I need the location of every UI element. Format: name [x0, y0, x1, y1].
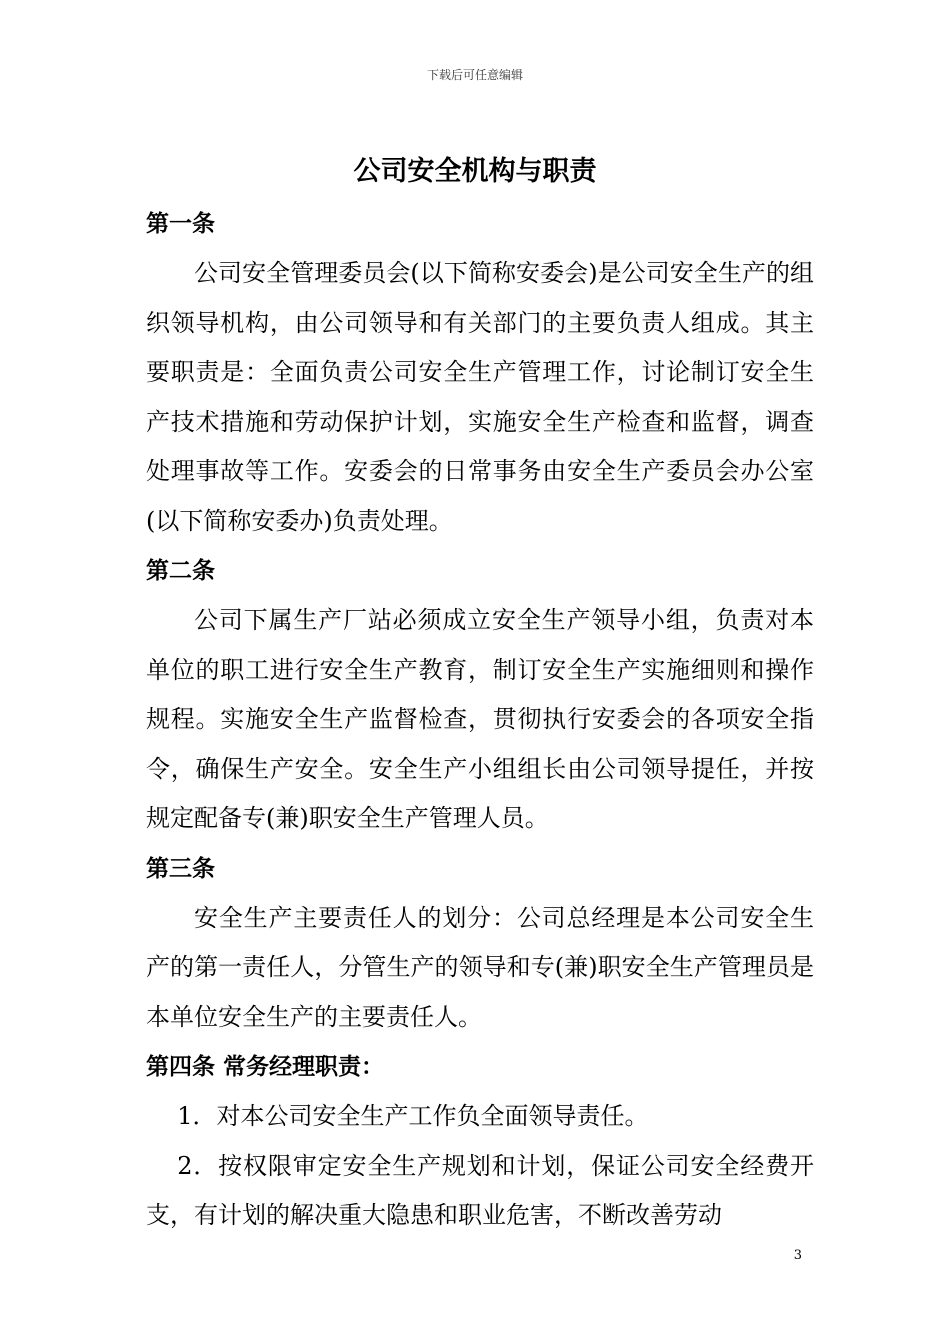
- article-2: [146, 546, 814, 844]
- article-paragraph: 公司下属生产厂站必须成立安全生产领导小组，负责对本单位的职工进行安全生产教育，制订安全生产实施细则和操作规程。实施安全生产监督检查，贯彻执行安委会的各项安全指令，确保生产安全。安全生产小组组长由公司领导提任，并按规定配备专(兼)职安全生产管理人员。: [146, 606, 814, 832]
- article-4: [146, 1042, 814, 1241]
- article-heading: 第一条: [146, 211, 215, 237]
- article-heading: 第三条: [146, 855, 215, 882]
- document-title: 公司安全机构与职责: [353, 156, 597, 187]
- article-3: [146, 844, 814, 1043]
- article-heading: 第二条: [146, 558, 215, 584]
- article-1: [146, 199, 814, 546]
- list-item: 2．按权限审定安全生产规划和计划，保证公司安全经费开支，有计划的解决重大隐患和职业危害，不断改善劳动: [146, 1151, 814, 1229]
- document-body: [146, 199, 814, 1241]
- article-paragraph: 安全生产主要责任人的划分：公司总经理是本公司安全生产的第一责任人，分管生产的领导和专(兼)职安全生产管理员是本单位安全生产的主要责任人。: [146, 903, 814, 1031]
- article-heading: 第四条 常务经理职责：: [146, 1054, 385, 1080]
- article-paragraph: 公司安全管理委员会(以下简称安委会)是公司安全生产的组织领导机构，由公司领导和有关部门的主要负责人组成。其主要职责是：全面负责公司安全生产管理工作，讨论制订安全生产技术措施和劳动保护计划，实施安全生产检查和监督，调查处理事故等工作。安委会的日常事务由安全生产委员会办公室(以下简称安委办)负责处理。: [146, 259, 814, 535]
- page-header-note: 下载后可任意编辑: [426, 68, 523, 82]
- page-number: 3: [793, 1248, 802, 1263]
- list-item: 1．对本公司安全生产工作负全面领导责任。: [177, 1102, 649, 1130]
